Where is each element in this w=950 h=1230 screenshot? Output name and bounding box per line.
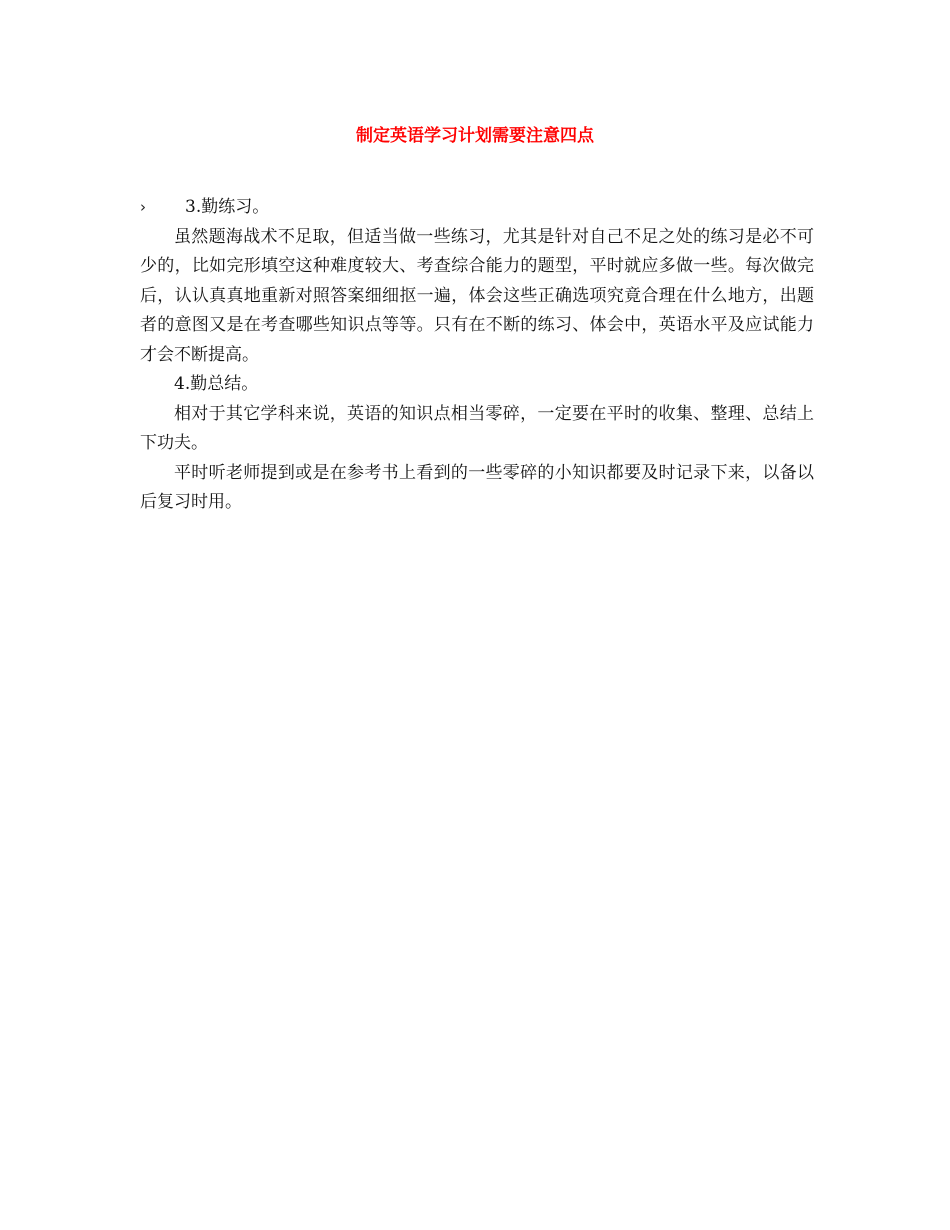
document-title: 制定英语学习计划需要注意四点 — [356, 126, 594, 146]
section-heading-3 — [140, 193, 814, 223]
paragraph-notes: 平时听老师提到或是在参考书上看到的一些零碎的小知识都要及时记录下来，以备以后复习时用。 — [140, 462, 814, 512]
paragraph-practice: 虽然题海战术不足取，但适当做一些练习，尤其是针对自己不足之处的练习是必不可少的，比如完形填空这种难度较大、考查综合能力的题型，平时就应多做一些。每次做完后，认认真真地重新对照答案细细抠一遍，体会这些正确选项究竟合理在什么地方，出题者的意图又是在考查哪些知识点等等。只有在不断的练习、体会中，英语水平及应试能力才会不断提高。 — [140, 226, 814, 365]
section-heading-3-text: 3.勤练习。 — [185, 197, 270, 217]
section-heading-4: 4.勤总结。 — [174, 374, 259, 394]
paragraph-summary: 相对于其它学科来说，英语的知识点相当零碎，一定要在平时的收集、整理、总结上下功夫。 — [140, 403, 814, 453]
bullet-arrow-icon: › — [140, 198, 146, 216]
document-body — [140, 193, 814, 518]
